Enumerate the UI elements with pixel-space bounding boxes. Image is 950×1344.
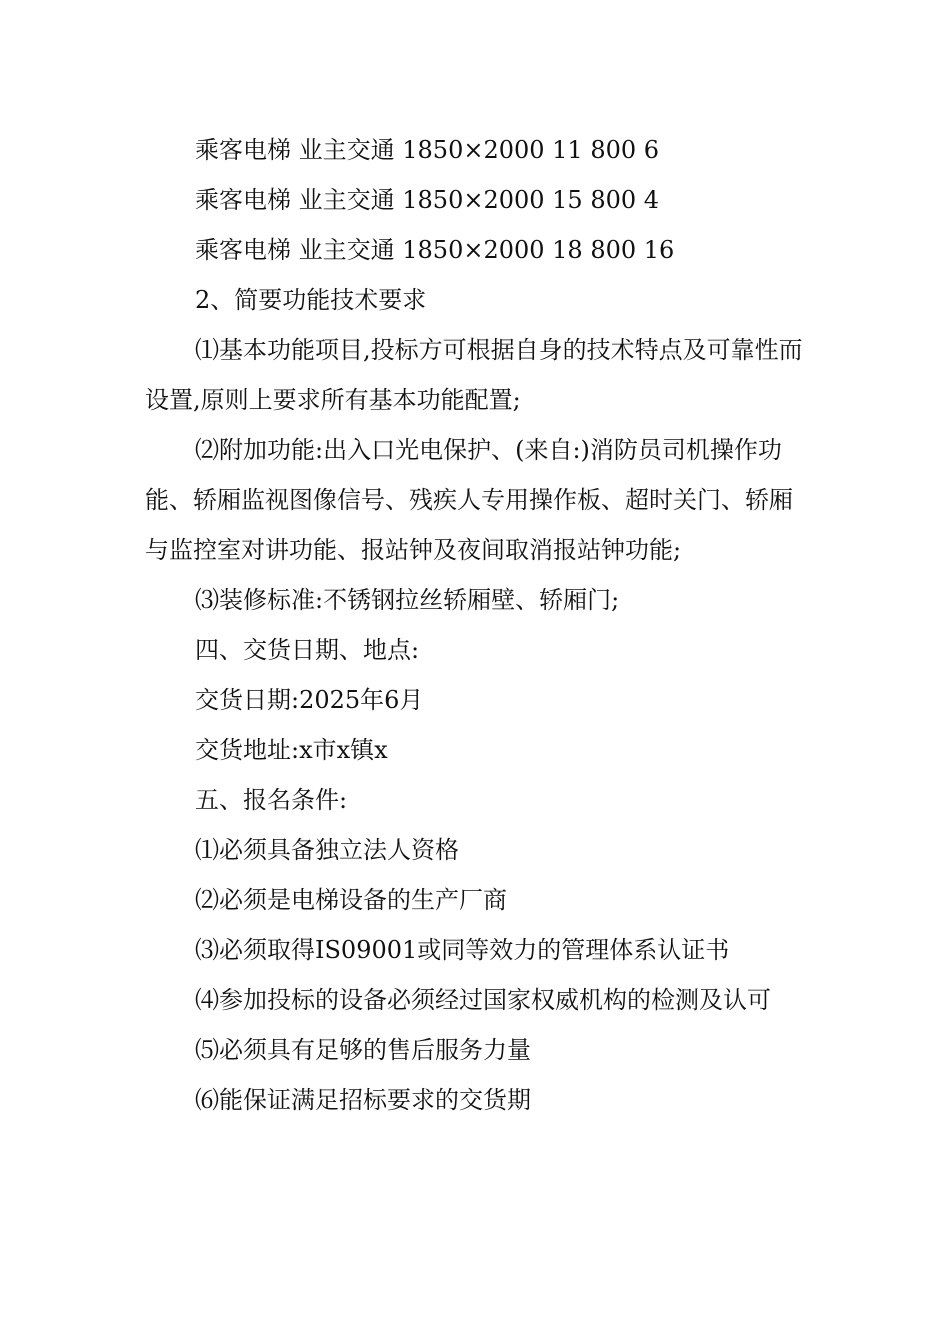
- paragraph: 交货地址:x市x镇x: [195, 736, 388, 764]
- elevator-spec-row: 乘客电梯 业主交通 1850×2000 18 800 16: [195, 236, 675, 264]
- list-item: ⑵必须是电梯设备的生产厂商: [195, 886, 507, 914]
- list-item: ⑴必须具备独立法人资格: [195, 836, 459, 864]
- paragraph: ⑴基本功能项目,投标方可根据自身的技术特点及可靠性而设置,原则上要求所有基本功能配置;: [145, 336, 803, 414]
- elevator-spec-row: 乘客电梯 业主交通 1850×2000 11 800 6: [195, 136, 660, 164]
- list-item: ⑶必须取得IS09001或同等效力的管理体系认证书: [195, 936, 730, 964]
- section-heading: 五、报名条件:: [195, 786, 348, 814]
- elevator-spec-row: 乘客电梯 业主交通 1850×2000 15 800 4: [195, 186, 660, 214]
- list-item: ⑹能保证满足招标要求的交货期: [195, 1086, 531, 1114]
- list-item: ⑷参加投标的设备必须经过国家权威机构的检测及认可: [195, 986, 771, 1014]
- paragraph: ⑶装修标准:不锈钢拉丝轿厢壁、轿厢门;: [195, 586, 620, 614]
- paragraph: 交货日期:2025年6月: [195, 686, 424, 714]
- paragraph: ⑵附加功能:出入口光电保护、(来自:)消防员司机操作功能、轿厢监视图像信号、残疾人专用操作板、超时关门、轿厢与监控室对讲功能、报站钟及夜间取消报站钟功能;: [145, 436, 793, 564]
- section-heading: 四、交货日期、地点:: [195, 636, 420, 664]
- section-heading: 2、简要功能技术要求: [195, 286, 427, 314]
- list-item: ⑸必须具有足够的售后服务力量: [195, 1036, 531, 1064]
- document-body: [145, 125, 810, 1125]
